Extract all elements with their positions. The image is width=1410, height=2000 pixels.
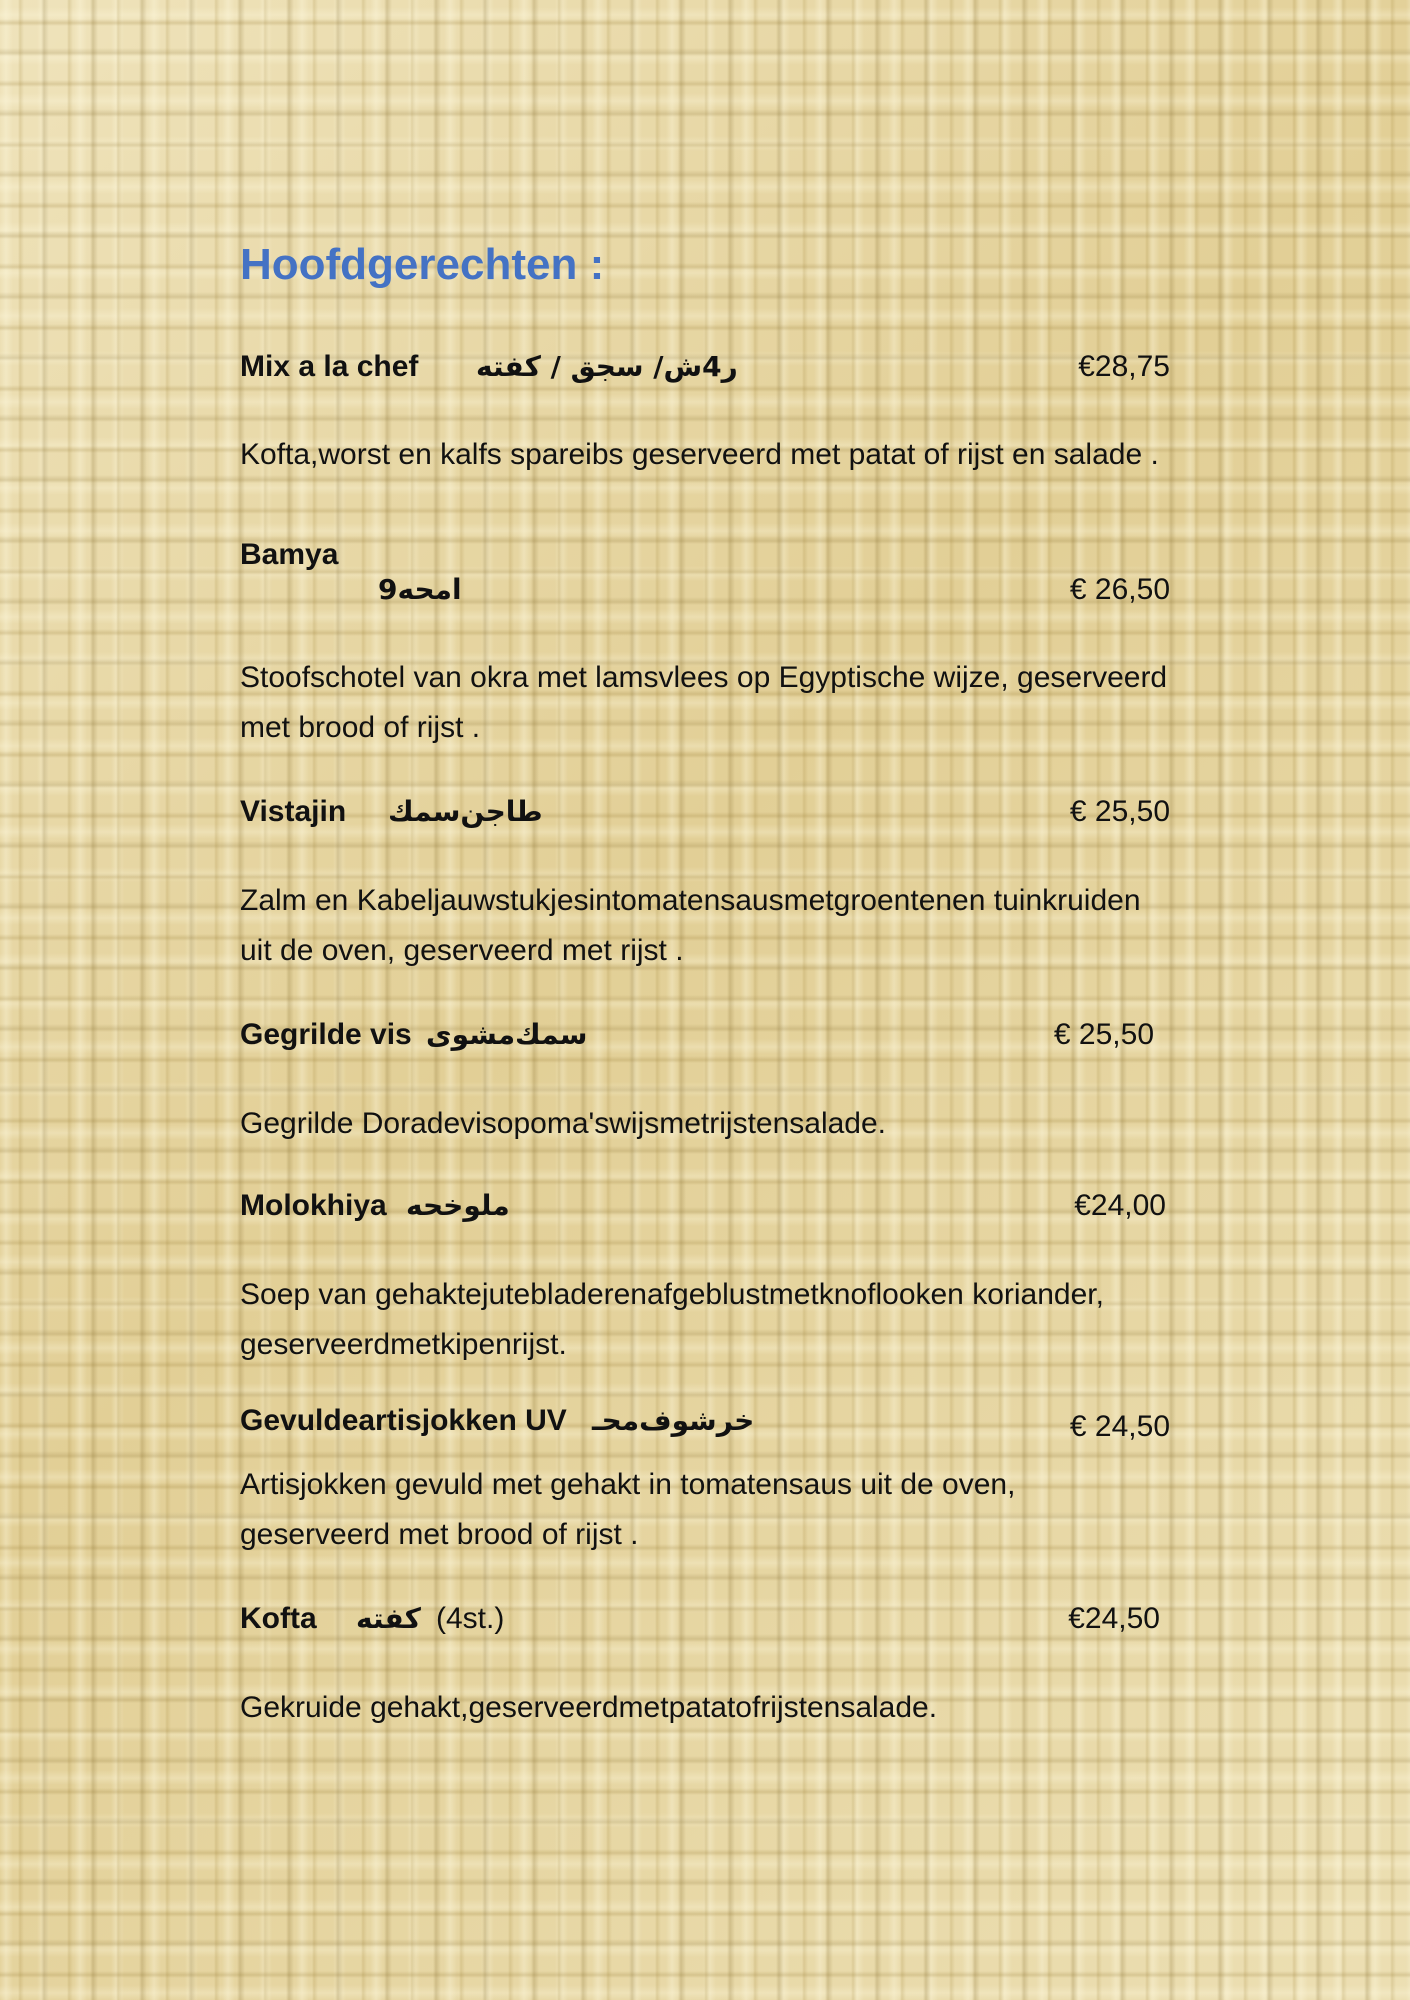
dish-arabic-name: ملوخحه bbox=[406, 1189, 510, 1222]
dish-name: Mix a la chef bbox=[240, 350, 419, 383]
dish-row-kofta bbox=[240, 1602, 1170, 1646]
dish-description: Artisjokken gevuld met gehakt in tomatensaus uit de oven, geserveerd met brood of rijst . bbox=[240, 1468, 1016, 1551]
dish-arabic-name: سمك‌مشوى bbox=[426, 1018, 588, 1051]
dish-description: Stoofschotel van okra met lamsvlees op Egyptische wijze, geserveerd met brood of rijst . bbox=[240, 661, 1168, 744]
dish-price: € 25,50 bbox=[1069, 795, 1170, 828]
dish-name: Vistajin bbox=[240, 795, 347, 828]
dish-name: Bamya bbox=[240, 538, 339, 571]
section-heading: Hoofdgerechten : bbox=[240, 240, 605, 289]
dish-price: €24,50 bbox=[1068, 1602, 1160, 1635]
dish-price: € 24,50 bbox=[1069, 1410, 1170, 1443]
dish-arabic-name: طاجن‌سمك bbox=[388, 795, 543, 828]
dish-description: Soep van gehaktejutebladerenafgeblustmetknoflooken koriander, geserveerdmetkipenrijst. bbox=[240, 1278, 1104, 1361]
dish-name: Gevuldeartisjokken UV bbox=[240, 1404, 567, 1437]
dish-price: € 25,50 bbox=[1053, 1018, 1154, 1051]
dish-row-gevuldeartisjokken bbox=[240, 1404, 1170, 1448]
dish-arabic-name: ر4ش/ سجق / كفته bbox=[476, 350, 738, 383]
dish-arabic-name: خرشوف‌محـ bbox=[592, 1404, 755, 1437]
dish-name: Molokhiya bbox=[240, 1189, 387, 1222]
dish-row-bamya-line2 bbox=[240, 573, 1170, 617]
dish-price: €28,75 bbox=[1078, 350, 1170, 383]
dish-arabic-name: امحه9 bbox=[378, 573, 462, 606]
dish-description: Zalm en Kabeljauwstukjesintomatensausmetgroentenen tuinkruiden uit de oven, geserveerd met rijst . bbox=[240, 884, 1141, 967]
dish-arabic-name: كفته bbox=[356, 1602, 421, 1635]
dish-name: Kofta bbox=[240, 1602, 317, 1635]
dish-description: Gekruide gehakt,geserveerdmetpatatofrijstensalade. bbox=[240, 1691, 938, 1724]
dish-price: €24,00 bbox=[1074, 1189, 1166, 1222]
dish-description: Kofta,worst en kalfs spareibs geserveerd met patat of rijst en salade . bbox=[240, 438, 1159, 471]
dish-row-mix-a-la-chef bbox=[240, 350, 1170, 394]
dish-row-molokhiya bbox=[240, 1189, 1170, 1233]
dish-description: Gegrilde Doradevisopoma'swijsmetrijstensalade. bbox=[240, 1107, 887, 1140]
dish-price: € 26,50 bbox=[1069, 573, 1170, 606]
dish-row-vistajin bbox=[240, 795, 1170, 839]
dish-row-gegrilde-vis bbox=[240, 1018, 1170, 1062]
dish-name: Gegrilde vis bbox=[240, 1018, 412, 1051]
dish-portion-note: (4st.) bbox=[436, 1602, 505, 1635]
